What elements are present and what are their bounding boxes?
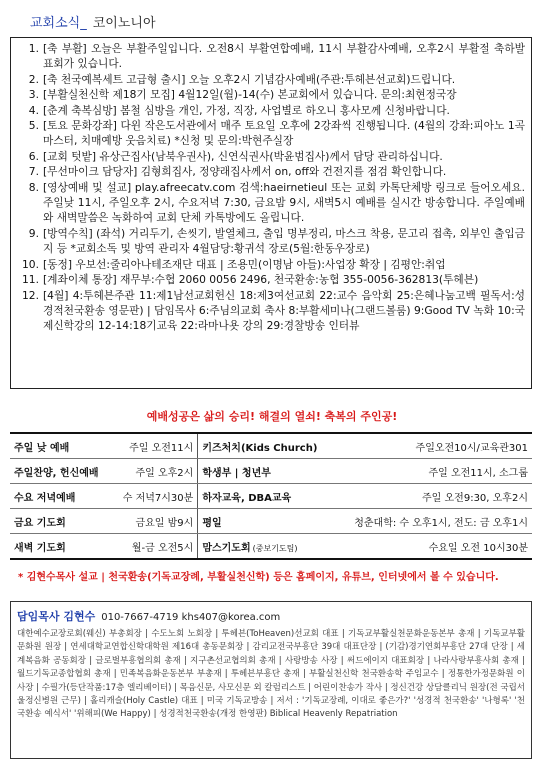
notice-number: 9. bbox=[28, 226, 39, 240]
notice-text: [무선마이크 담당자] 김형희집사, 정양래집사께서 on, off와 건전지를 점검 확인합니다. bbox=[43, 165, 447, 179]
service-time: 수 저녁7시30분 bbox=[122, 492, 194, 504]
notice-number: 2. bbox=[28, 72, 39, 86]
notice-text: [4월] 4:투헤븐주관 11:제1남선교회헌신 18:제3여선교회 22:교수 음악회 25:은혜나눔고백 필독서:성경적천국환송 영문판) | 담임목사 6:주님의교회 축사 8:부활세미나(그랜드볼룸) 9:Good TV 녹화 10:국제신학강의 12-14:18기교육 22:라마나욧 강의 29:경찰방송 인터뷰 bbox=[43, 288, 525, 333]
schedule-cell bbox=[198, 459, 333, 484]
notice-text: [영상예배 및 설교] play.afreecatv.com 검색:haeirnetieul 또는 교회 카톡단체방 링크로 들어오세요. 주일낮 11시, 주일오후 2시, 수요저녁 7:30, 금요밤 9시, 새벽5시 예배를 실시간 방송합니다. 주일예배와 새벽말씀은 녹화하여 교회 단체 카톡방에도 올립니다. bbox=[43, 180, 525, 225]
service-name: 평일 bbox=[202, 517, 222, 529]
schedule-cell bbox=[333, 459, 532, 484]
notice-item bbox=[19, 72, 525, 87]
notice-number: 1. bbox=[28, 42, 39, 55]
schedule-cell bbox=[198, 433, 333, 459]
schedule-cell bbox=[111, 509, 198, 534]
service-time: 주일 오전11시 bbox=[129, 442, 194, 454]
service-schedule bbox=[10, 432, 532, 560]
notice-item bbox=[19, 164, 525, 179]
service-name: 주일 낮 예배 bbox=[14, 442, 70, 454]
notice-item bbox=[19, 180, 525, 226]
service-name: 수요 저녁예배 bbox=[14, 492, 76, 504]
notice-text: [방역수칙] (좌석) 거리두기, 손씻기, 발열체크, 출입 명부정리, 마스크 착용, 문고리 접촉, 외부인 출입금지 등 *교회소독 및 방역 관리자 4월담당:황귀석 장로(5월:한동우장로) bbox=[43, 226, 525, 256]
notice-text: [축 천국예복세트 고급형 출시] 오늘 오후2시 기념감사예배(주관:투헤븐선교회)드립니다. bbox=[43, 72, 456, 86]
service-time: 주일 오후2시 bbox=[135, 467, 194, 479]
notice-item bbox=[19, 41, 525, 72]
notice-text: [축 부활] 오늘은 부활주일입니다. 오전8시 부활연합예배, 11시 부활감사예배, 오후2시 부활절 축하발표회가 있습니다. bbox=[43, 42, 525, 71]
notice-item bbox=[19, 118, 525, 149]
notice-number: 7. bbox=[28, 165, 39, 179]
schedule-cell bbox=[10, 433, 111, 459]
service-name: 맘스기도회 bbox=[202, 542, 251, 554]
schedule-cell bbox=[10, 484, 111, 509]
notice-number: 4. bbox=[28, 103, 39, 117]
notice-text: [교회 텃밭] 유상근집사(남북우권사), 신연식권사(박윤범집사)께서 담당 관리하십니다. bbox=[43, 149, 443, 163]
schedule-cell bbox=[333, 509, 532, 534]
notice-text: [부활실천신학 제18기 모집] 4월12일(월)-14(수) 본교회에서 있습니다. 문의:최현정국장 bbox=[43, 88, 457, 102]
notice-number: 6. bbox=[28, 149, 39, 163]
section-header bbox=[30, 12, 156, 31]
notice-item bbox=[19, 87, 525, 102]
service-subtitle: (중보기도팀) bbox=[252, 543, 298, 553]
section-title: 교회소식_ bbox=[30, 16, 87, 31]
notice-number: 8. bbox=[28, 180, 39, 194]
pastor-contact: 010-7667-4719 khs407@korea.com bbox=[101, 612, 281, 623]
schedule-cell bbox=[333, 534, 532, 560]
notice-item bbox=[19, 226, 525, 257]
notice-item bbox=[19, 257, 525, 272]
service-time: 금요일 밤9시 bbox=[135, 517, 194, 529]
notice-text: [동정] 우보선:줄리아나테조재단 대표 | 조용민(이명남 아들):사업장 확장 | 김평안:취업 bbox=[43, 257, 446, 271]
schedule-cell bbox=[10, 459, 111, 484]
schedule-cell bbox=[10, 534, 111, 560]
sermon-note: * 김현수목사 설교 | 천국환송(기독교장례, 부활실천신학) 등은 홈페이지, 유튜브, 인터넷에서 볼 수 있습니다. bbox=[18, 572, 499, 583]
service-name: 하자교육, DBA교육 bbox=[202, 492, 292, 504]
service-time: 수요일 오전 10시30분 bbox=[428, 542, 528, 554]
service-time: 월-금 오전5시 bbox=[131, 542, 194, 554]
schedule-cell bbox=[198, 534, 333, 560]
service-time: 주일오전10시/교육관301 bbox=[415, 442, 528, 454]
notice-box bbox=[10, 37, 532, 389]
service-name: 학생부 | 청년부 bbox=[202, 467, 271, 479]
notice-item bbox=[19, 149, 525, 164]
notice-number: 12. bbox=[22, 288, 39, 302]
service-name: 키즈처치(Kids Church) bbox=[202, 442, 318, 454]
service-time: 청춘대학: 수 오후1시, 전도: 금 오후1시 bbox=[354, 517, 528, 529]
schedule-cell bbox=[10, 509, 111, 534]
notice-number: 5. bbox=[28, 119, 39, 133]
notice-text: [춘계 축복심방] 봄철 심방을 개인, 가정, 직장, 사업별로 하오니 홍사모께 신청바랍니다. bbox=[43, 103, 450, 117]
notice-list bbox=[19, 41, 525, 334]
pastor-bio: 대한예수교장로회(웨신) 부총회장 | 수도노회 노회장 | 투헤븐(ToHeaven)선교회 대표 | 기독교부활실천문화운동본부 총재 | 기독교부활문화원 원장 | 연세대학교연합신학대학원 제16대 총동문회장 | 감리교전국부흥단 39대 대표단장 | (기감)경기연회부흥단 27대 단장 | 세계복음화 공동회장 | 글로벌부흥협의회 총재 | 지구촌선교협의회 총재 | 사랑방송 사장 | 써드에이지 대표회장 | 나라사랑부흥사회 총재 | 월드기독교종합협회 총재 | 민족복음화운동본부 부총재 | 투헤븐부흥단 총재 | 부활실천신학 천국환송학 주임교수 | 정통한가정문화원 이사장 | 수필가(등단작품:17층 엘리베이터) | 목음신문, 사모신문 외 칼럼리스트 | 어린이찬송가 작사 | 정신건강 상담클리닉 원장(전 국립서울정신병원 근무) | 홀리캐슬(Holy Castle) 대표 | 미국 기독교방송 | 저서 : '기독교장례, 이대로 좋은가?' '성경적 천국환송' '나형록' '천국환송 예식서' '위해피(We Happy) | 성경적천국환송(개정 한영판) Biblical Heavenly Repatriation bbox=[17, 629, 525, 720]
schedule-cell bbox=[333, 433, 532, 459]
section-subtitle: 코이노니아 bbox=[92, 16, 156, 31]
notice-number: 11. bbox=[22, 273, 39, 287]
pastor-name: 담임목사 김현수 bbox=[17, 610, 96, 623]
notice-item bbox=[19, 272, 525, 287]
schedule-row bbox=[10, 459, 532, 484]
schedule-cell bbox=[111, 534, 198, 560]
service-name: 새벽 기도회 bbox=[14, 542, 66, 554]
service-time: 주일 오전9:30, 오후2시 bbox=[422, 492, 528, 504]
service-time: 주일 오전11시, 소그룹 bbox=[428, 467, 528, 479]
schedule-row bbox=[10, 433, 532, 459]
schedule-cell bbox=[333, 484, 532, 509]
schedule-cell bbox=[198, 509, 333, 534]
schedule-row bbox=[10, 534, 532, 560]
slogan: 예배성공은 삶의 승리! 해결의 열쇠! 축복의 주인공! bbox=[146, 410, 398, 423]
notice-number: 10. bbox=[22, 257, 39, 271]
notice-text: [토요 문화강좌] 다윈 작은도서관에서 매주 토요일 오후에 2강좌씩 진행됩니다. (4월의 강좌:피아노 1곡 마스터, 치매예방 웃음치료) *신청 및 문의:박현주실장 bbox=[43, 119, 525, 148]
notice-item bbox=[19, 288, 525, 334]
schedule-cell bbox=[111, 459, 198, 484]
service-name: 주일찬양, 헌신예배 bbox=[14, 467, 99, 479]
notice-item bbox=[19, 103, 525, 118]
service-name: 금요 기도회 bbox=[14, 517, 66, 529]
schedule-cell bbox=[111, 484, 198, 509]
schedule-row bbox=[10, 509, 532, 534]
schedule-cell bbox=[198, 484, 333, 509]
pastor-box bbox=[10, 601, 532, 759]
notice-text: [계좌이체 통장] 재무부:수협 2060 0056 2496, 천국환송:농협 355-0056-362813(투헤븐) bbox=[43, 273, 479, 287]
schedule-row bbox=[10, 484, 532, 509]
pastor-header bbox=[17, 608, 525, 624]
schedule-cell bbox=[111, 433, 198, 459]
notice-number: 3. bbox=[28, 88, 39, 102]
